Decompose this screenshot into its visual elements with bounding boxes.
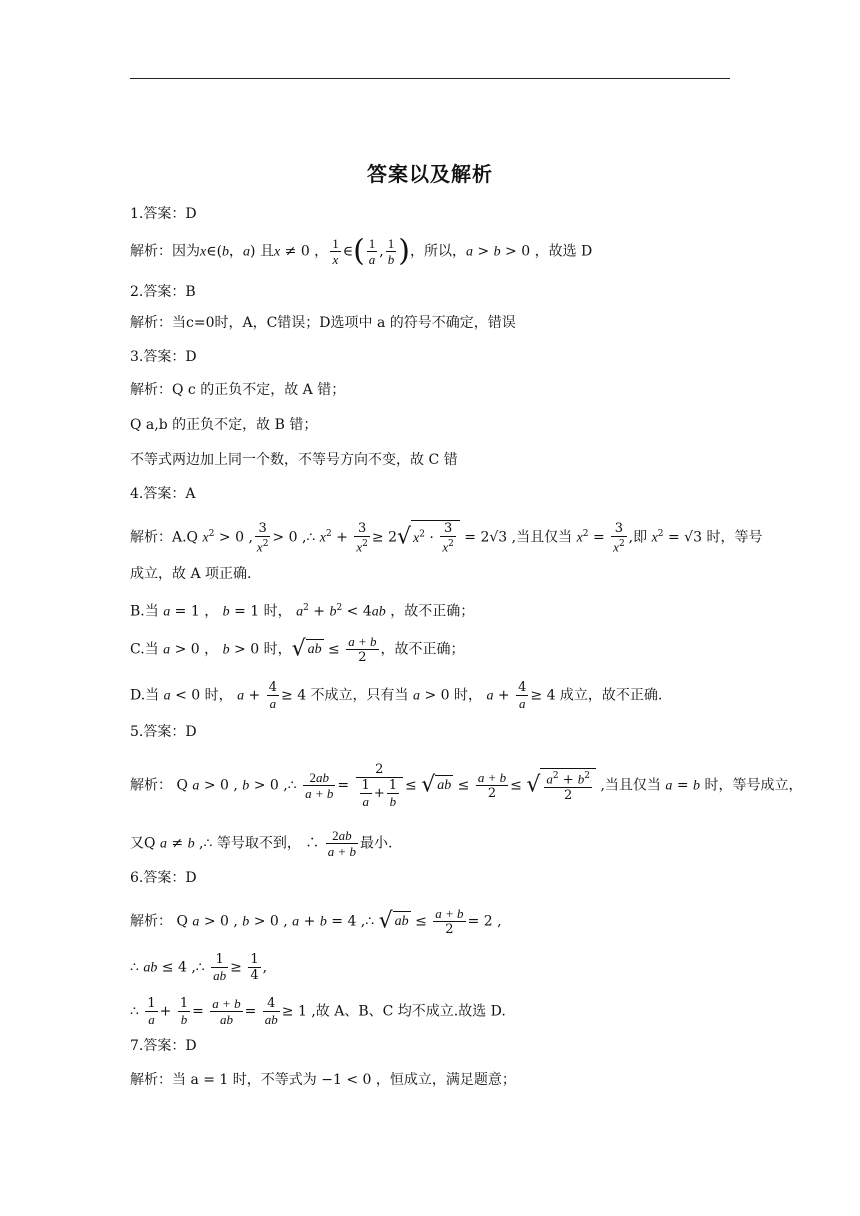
q6-explanation-3: ∴ $\frac{1}{a}$ + $\frac{1}{b}$ = $\frac{a + b}{ab}$ = $\frac{4}{ab}$ ≥ 1 ,故 A、B、C 均不成立.故选 D. (130, 996, 506, 1027)
q4-explanation-B: B.当 a = 1 ， b = 1 时， $a^2 + b^2 < 4ab$ ，故不正确； (130, 603, 475, 620)
page-title: 答案以及解析 (367, 162, 493, 186)
q3-answer: 3.答案：D (130, 349, 197, 365)
q4-explanation-A: 解析：A.Q $x^2 > 0$ , $\frac{3}{x^2}$ > 0 ,∴ $x^2$ + $\frac{3}{x^2}$ ≥ 2√ $x^2$ · $\frac{3}{x^2}$ = 2√3 ,当且仅当 $x^2$ = $\frac{3}{x^2}$ ,即 $x^2 = √3$ 时，等号 (130, 520, 763, 555)
q4-explanation-C: C.当 a > 0 ， b > 0 时，√ ab ≤ $\frac{a + b}{2}$ ，故不正确； (130, 634, 465, 665)
q7-answer: 7.答案：D (130, 1038, 197, 1054)
q6-explanation-2: ∴ ab ≤ 4 ,∴ $\frac{1}{ab}$ ≥ $\frac{1}{4}$ , (130, 952, 268, 983)
q1-answer: 1.答案：D (130, 206, 197, 222)
q4-explanation-A-cont: 成立，故 A 项正确. (130, 566, 252, 582)
q3-explanation-3: 不等式两边加上同一个数，不等号方向不变，故 C 错 (130, 452, 458, 468)
q6-answer: 6.答案：D (130, 870, 197, 886)
header-rule (130, 78, 730, 79)
q7-explanation: 解析：当 a = 1 时，不等式为 −1 < 0 ，恒成立，满足题意； (130, 1072, 516, 1088)
q2-answer: 2.答案：B (130, 284, 196, 300)
q3-explanation-1: 解析：Q c 的正负不定，故 A 错； (130, 382, 346, 398)
q5-explanation-1: 解析： Q a > 0 , b > 0 ,∴ $\frac{2ab}{a + b}$ = 2 $\frac{1}{a}$ + $\frac{1}{b}$ ≤ √ ab ≤ $\frac{a + b}{2}$ ≤ √ $\frac{a^2 + b^2}{2}$ ,当且仅当 a = b 时，等号成立， (130, 762, 803, 809)
q4-answer: 4.答案：A (130, 486, 196, 502)
q4-explanation-D: D.当 a < 0 时， a + $\frac{4}{a}$ ≥ 4 不成立，只有当 a > 0 时， a + $\frac{4}{a}$ ≥ 4 成立，故不正确. (130, 680, 663, 711)
q2-explanation: 解析：当c=0时，A，C错误；D选项中 a 的符号不确定，错误 (130, 315, 516, 331)
q5-answer: 5.答案：D (130, 724, 197, 740)
q3-explanation-2: Q a,b 的正负不定，故 B 错； (130, 417, 318, 433)
q6-explanation-1: 解析： Q a > 0 , b > 0 , a + b = 4 ,∴ √ ab ≤ $\frac{a + b}{2}$ = 2 , (130, 906, 502, 937)
q5-explanation-2: 又Q a ≠ b ,∴ 等号取不到， ∴ $\frac{2ab}{a + b}$ 最小. (130, 828, 393, 859)
q1-explanation: 解析：因为x∈(b，a) 且x ≠ 0 ， $\frac{1}{x}$ ∈( $\frac{1}{a}$ , $\frac{1}{b}$ )，所以，a > b > 0 ，故选 D (130, 233, 593, 269)
